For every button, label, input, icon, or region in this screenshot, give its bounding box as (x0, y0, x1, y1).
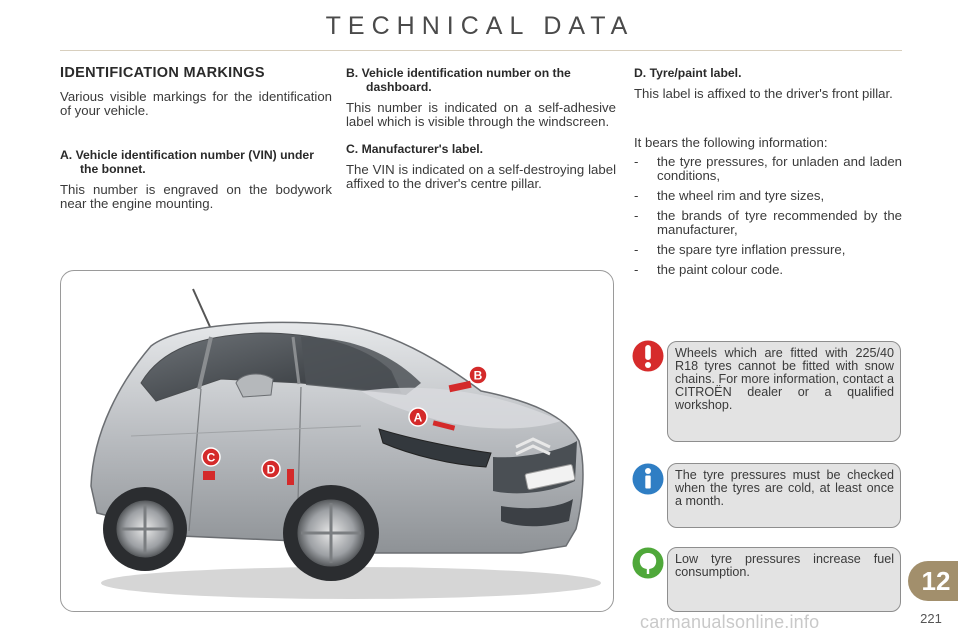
identification-heading: IDENTIFICATION MARKINGS (60, 65, 265, 81)
section-d-heading: D. Tyre/paint label. (634, 66, 742, 80)
marker-c-letter: C (206, 450, 216, 465)
list-item: - the spare tyre inflation pressure, (634, 242, 846, 257)
marker-a-letter: A (413, 410, 423, 425)
marker-b (469, 366, 487, 384)
page-number: 221 (920, 611, 942, 626)
chapter-badge: 12 (908, 561, 958, 601)
leaf-icon (632, 547, 664, 579)
title-divider (60, 50, 902, 51)
list-item: - the brands of tyre recommended by the manufacturer, (634, 208, 902, 237)
marker-d-letter: D (266, 462, 276, 477)
marker-c (202, 448, 220, 466)
section-c-body: The VIN is indicated on a self-destroying label affixed to the driver's centre pillar. (346, 162, 616, 191)
list-bullet: - (634, 154, 639, 169)
section-c-heading: C. Manufacturer's label. (346, 142, 483, 156)
section-b-heading: B. Vehicle identification number on the dashboard. (346, 66, 571, 94)
list-item: - the wheel rim and tyre sizes, (634, 188, 825, 203)
marker-d-label-patch (287, 469, 294, 485)
section-a-body: This number is engraved on the bodywork near the engine mounting. (60, 182, 332, 211)
page-title: TECHNICAL DATA (325, 12, 635, 40)
list-bullet: - (634, 188, 639, 203)
info-icon (632, 463, 664, 495)
section-a-heading: A. Vehicle identification number (VIN) under the bonnet. (60, 148, 314, 176)
warning-note-text: Wheels which are fitted with 225/40 R18 tyres cannot be fitted with snow chains. For more information, contact a CITROËN dealer or a qualified workshop. (675, 346, 894, 412)
list-bullet: - (634, 262, 639, 277)
eco-note-text: Low tyre pressures increase fuel consumption. (675, 552, 894, 579)
marker-c-label-patch (203, 471, 215, 480)
info-note (667, 463, 901, 528)
column-middle (346, 66, 616, 191)
exclamation-icon (632, 340, 664, 372)
info-note-text: The tyre pressures must be checked when the tyres are cold, at least once a month. (675, 468, 894, 508)
watermark: carmanualsonline.info (640, 612, 820, 632)
section-d-body: This label is affixed to the driver's front pillar. (634, 86, 893, 101)
warning-note (667, 341, 901, 442)
list-bullet: - (634, 208, 639, 223)
marker-d (262, 460, 280, 478)
car-illustration (61, 271, 614, 612)
marker-a (409, 408, 427, 426)
list-item: - the tyre pressures, for unladen and laden conditions, (634, 154, 902, 183)
tyre-label-info-list (634, 155, 902, 277)
identification-intro: Various visible markings for the identification of your vehicle. (60, 89, 332, 118)
car-illustration-panel (60, 270, 614, 612)
column-right (634, 66, 902, 283)
section-b-body: This number is indicated on a self-adhesive label which is visible through the windscreen. (346, 100, 616, 129)
eco-note (667, 547, 901, 612)
column-left (60, 66, 332, 211)
section-d-list-intro: It bears the following information: (634, 135, 828, 150)
list-bullet: - (634, 242, 639, 257)
list-item: - the paint colour code. (634, 262, 784, 277)
marker-b-letter: B (473, 368, 483, 383)
